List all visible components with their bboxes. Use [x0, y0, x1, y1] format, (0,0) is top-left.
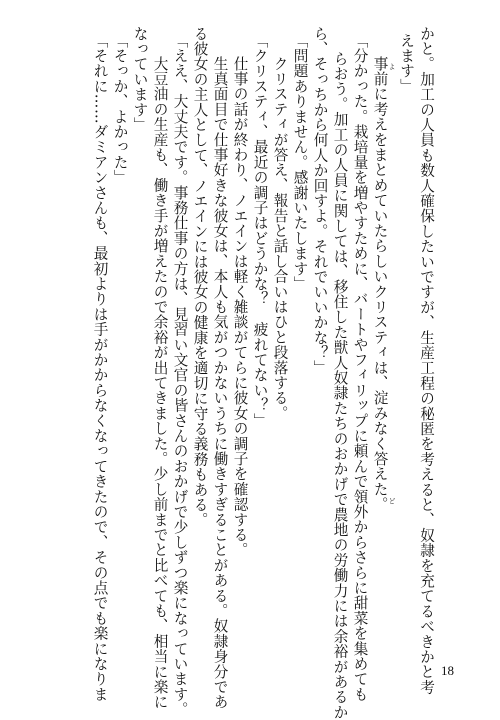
text-line-4: 「分かった。栽培量を増やすために、バートやフィリップに頼んで領外からさらに甜菜を集めても: [351, 33, 369, 702]
text-line-11: 生真面目で仕事好きな彼女は、本人も気がつかないうちに働きすぎることがある。奴隷身分であ: [211, 56, 229, 710]
text-line-16: 「そっか、よかった」: [111, 33, 129, 185]
page-number: 18: [441, 663, 454, 678]
text-line-17: 「それに……ダミアンさんも、最初よりは手がかからなくなってきたので、その点でも楽になりま: [91, 33, 109, 702]
text-line-1: かと。加工の人員も数人確保したいですが、生産工程の秘匿を考えると、奴隷を充てるべきかと考: [418, 26, 435, 695]
ruby-annotation: よど: [388, 56, 396, 512]
text-line-6: ら、そっちから何人か回すよ。それでいいかな？」: [311, 26, 329, 376]
text-line-14: 大豆油の生産も、働き手が増えたので余裕が出てきました。少し前までと比べても、相当に楽に: [151, 56, 169, 710]
text-line-15: なっています」: [131, 26, 149, 133]
text-line-7: 「問題ありません。感謝いたします」: [291, 33, 309, 292]
text-line-5: らおう。加工の人員に関しては、移住した獣人奴隷たちのおかげで農地の労働力には余裕があるか: [331, 51, 349, 720]
text-line-2: えます」: [398, 33, 415, 94]
text-line-13: 「ええ、大丈夫です。事務仕事の方は、見習い文官の皆さんのおかげで少しずつ楽になっています。: [171, 33, 189, 717]
text-line-8: クリスティが答え、報告と話し合いはひと段落する。: [271, 56, 289, 421]
vertical-text-block: [76, 26, 436, 720]
text-line-12: る彼女の主人として、ノエインには彼女の健康を適切に守る義務もある。: [191, 26, 209, 528]
text-line-3: [370, 56, 397, 586]
text-line-3-content: 事前に考えをまとめていたらしいクリスティは、淀みなく答えた。: [371, 56, 389, 512]
text-line-9: 「クリスティ、最近の調子はどうかな？ 疲れてない？」: [251, 33, 269, 429]
text-line-10: 仕事の話が終わり、ノエインは軽く雑談がてらに彼女の調子を確認する。: [231, 56, 249, 558]
